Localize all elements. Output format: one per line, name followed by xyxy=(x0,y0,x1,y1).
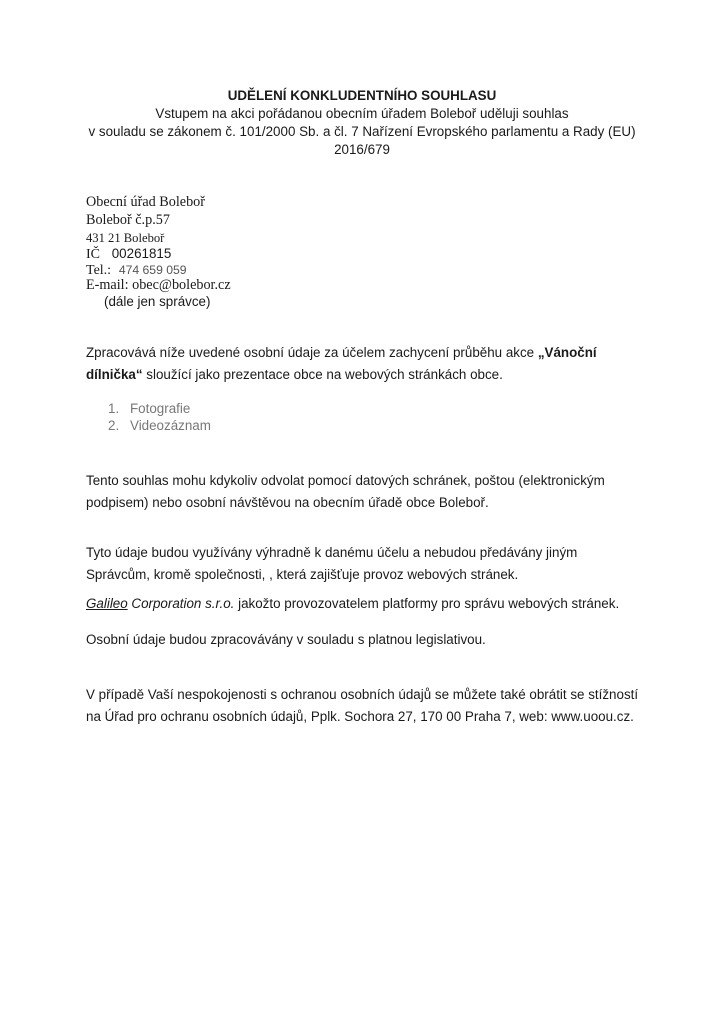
header-line-1: Vstupem na akci pořádanou obecním úřadem Boleboř uděluji souhlas xyxy=(155,106,569,121)
complaint-line-2: na Úřad pro ochranu osobních údajů, Pplk. Sochora 27, 170 00 Praha 7, web: www.uoou.cz. xyxy=(86,709,634,724)
usage-paragraph xyxy=(86,542,646,586)
header-line-2: v souladu se zákonem č. 101/2000 Sb. a čl. 7 Nařízení Evropského parlamentu a Rady (EU) xyxy=(88,124,636,139)
tel-label: Tel.: xyxy=(86,263,112,278)
usage-line-1: Tyto údaje budou využívány výhradně k danému účelu a nebudou předávány jiným xyxy=(86,545,578,560)
administrator-email: E-mail: obec@bolebor.cz xyxy=(86,277,231,293)
tel-value: 474 659 059 xyxy=(118,263,187,277)
complaint-line-1: V případě Vaší nespokojenosti s ochranou osobních údajů se můžete také obrátit se stížností xyxy=(86,687,639,702)
administrator-ic xyxy=(86,246,171,263)
revoke-line-1: Tento souhlas mohu kdykoliv odvolat pomocí datových schránek, poštou (elektronickým xyxy=(86,473,605,488)
administrator-name: Obecní úřad Boleboř xyxy=(86,194,205,210)
list-item-number: 1. xyxy=(108,401,120,416)
list-item-number: 2. xyxy=(108,418,120,433)
list-item xyxy=(108,417,211,434)
event-name-part1: „Vánoční xyxy=(537,345,597,360)
data-list xyxy=(108,400,211,434)
revoke-paragraph xyxy=(86,470,646,514)
provider-name-rest: Corporation s.r.o. xyxy=(127,596,235,611)
complaint-paragraph xyxy=(86,684,646,728)
purpose-text-after: sloužící jako prezentace obce na webových stránkách obce. xyxy=(142,367,503,382)
header-line-3: 2016/679 xyxy=(334,142,390,157)
list-item-label: Fotografie xyxy=(130,401,191,416)
list-item xyxy=(108,400,211,417)
purpose-text-before: Zpracovává níže uvedené osobní údaje za účelem zachycení průběhu akce xyxy=(86,345,538,360)
provider-name: Galileo xyxy=(86,596,128,611)
usage-line-2: Správcům, kromě společnosti, , která zajišťuje provoz webových stránek. xyxy=(86,567,519,582)
ic-label: IČ xyxy=(86,247,100,262)
revoke-line-2: podpisem) nebo osobní návštěvou na obecním úřadě obce Boleboř. xyxy=(86,495,489,510)
provider-line xyxy=(86,596,619,611)
administrator-note: (dále jen správce) xyxy=(104,294,211,309)
list-item-label: Videozáznam xyxy=(130,418,211,433)
ic-value: 00261815 xyxy=(111,246,172,261)
administrator-city: 431 21 Boleboř xyxy=(86,231,165,245)
administrator-street: Boleboř č.p.57 xyxy=(86,212,170,228)
legislation-line: Osobní údaje budou zpracovávány v souladu s platnou legislativou. xyxy=(86,632,486,647)
document-title: UDĚLENÍ KONKLUDENTNÍHO SOUHLASU xyxy=(227,88,497,103)
purpose-paragraph xyxy=(86,342,646,386)
provider-text: jakožto provozovatelem platformy pro správu webových stránek. xyxy=(234,596,620,611)
event-name-part2: dílnička“ xyxy=(86,367,143,382)
